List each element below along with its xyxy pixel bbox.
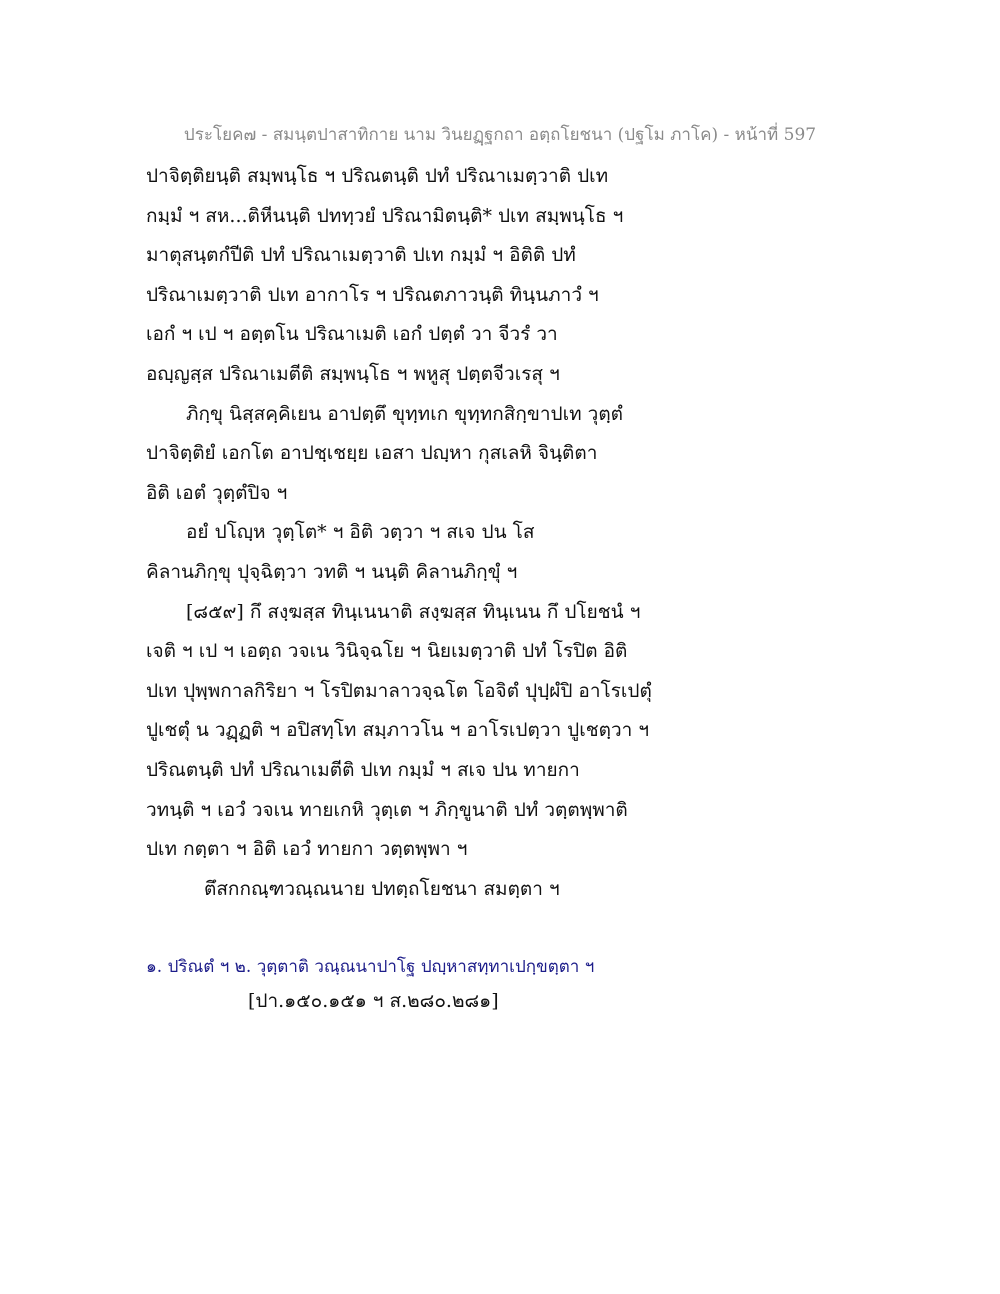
text-line: ภิกฺขุ นิสฺสคฺคิเยน อาปตฺตึ ขุทฺทเก ขุทฺทกสิกฺขาปเท วุตฺตํ — [186, 402, 624, 425]
text-line: [๘๕๙] กึ สงฺฆสฺส ทินฺเนนาติ สงฺฆสฺส ทินฺเนน กึ ปโยชนํ ฯ — [186, 600, 641, 623]
text-line: เอกํ ฯ เป ฯ อตฺตโน ปริณาเมติ เอกํ ปตฺตํ วา จีวรํ วา — [146, 323, 558, 346]
text-line: ปริณตนฺติ ปทํ ปริณาเมตีติ ปเท กมฺมํ ฯ สเจ ปน ทายกา — [146, 758, 580, 781]
text-line: ปาจิตฺติยํ เอกโต อาปชฺเชยฺย เอสา ปญฺหา กุสเลหิ จินฺติตา — [146, 442, 598, 465]
body-text — [146, 157, 866, 909]
text-line: อยํ ปโญฺห วุตฺโต* ฯ อิติ วตฺวา ฯ สเจ ปน โส — [186, 521, 535, 544]
page-reference: [ปา.๑๕๐.๑๕๑ ฯ ส.๒๘๐.๒๘๑] — [248, 990, 499, 1012]
text-line: มาตุสนฺตกํปีติ ปทํ ปริณาเมตฺวาติ ปเท กมฺมํ ฯ อิติติ ปทํ — [146, 244, 576, 267]
text-line: กมฺมํ ฯ สห...ติหีนนฺติ ปททฺวยํ ปริณามิตนฺติ* ปเท สมฺพนฺโธ ฯ — [146, 204, 624, 227]
text-line: วทนฺติ ฯ เอวํ วจเน ทายเกหิ วุตฺเต ฯ ภิกฺขูนาติ ปทํ วตฺตพฺพาติ — [146, 798, 628, 821]
footnote-line: ๑. ปริณตํ ฯ ๒. วุตฺตาติ วณฺณนาปาโฐ ปญฺหาสทฺทาเปกฺขตฺตา ฯ — [146, 957, 595, 977]
text-line: ปเท กตฺตา ฯ อิติ เอวํ ทายกา วตฺตพฺพา ฯ — [146, 838, 468, 861]
text-line: ตึสกกณฺฑวณฺณนาย ปทตฺถโยชนา สมตฺตา ฯ — [204, 877, 560, 900]
text-line: อิติ เอตํ วุตฺตํปิจ ฯ — [146, 481, 288, 504]
text-line: ปาจิตฺติยนฺติ สมฺพนฺโธ ฯ ปริณตนฺติ ปทํ ปริณาเมตฺวาติ ปเท — [146, 165, 609, 187]
text-line: คิลานภิกฺขุ ปุจฺฉิตฺวา วทติ ฯ นนฺติ คิลานภิกฺขุํ ฯ — [146, 560, 518, 583]
text-line: ปริณาเมตฺวาติ ปเท อากาโร ฯ ปริณตภาวนฺติ ทินฺนภาวํ ฯ — [146, 283, 599, 306]
text-line: เจติ ฯ เป ฯ เอตฺถ วจเน วินิจฺฉโย ฯ นิยเมตฺวาติ ปทํ โรปิต อิติ — [146, 640, 628, 663]
text-line: อญฺญสฺส ปริณาเมตีติ สมฺพนฺโธ ฯ พหูสุ ปตฺตจีวเรสุ ฯ — [146, 362, 560, 385]
page-header: ประโยค๗ - สมนฺตปาสาทิกาย นาม วินยฏฺฐกถา อตฺถโยชนา (ปฐโม ภาโค) - หน้าที่ 597 — [183, 125, 817, 145]
text-line: ปเท ปุพฺพกาลกิริยา ฯ โรปิตมาลาวจฺฉโต โอจิตํ ปุปฺผํปิ อาโรเปตุํ — [146, 679, 652, 702]
text-line: ปูเชตุํ น วฏฺฏติ ฯ อปิสทฺโท สมฺภาวโน ฯ อาโรเปตฺวา ปูเชตฺวา ฯ — [146, 719, 650, 742]
footnotes — [146, 952, 866, 982]
